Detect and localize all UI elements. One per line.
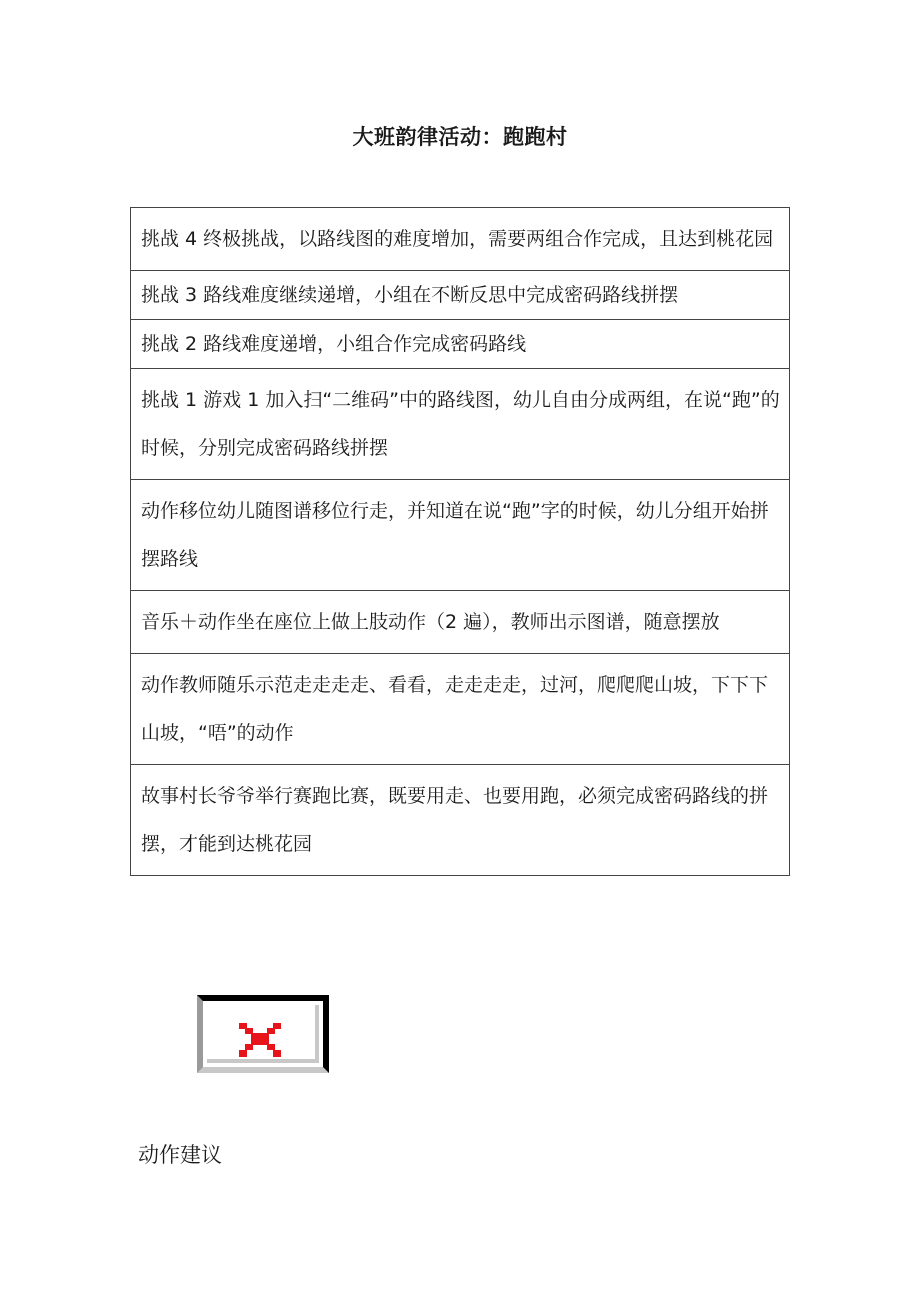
table-row [131,591,790,654]
table-cell-challenge-1: 挑战 1 游戏 1 加入扫“二维码”中的路线图，幼儿自由分成两组，在说“跑”的时候，分别完成密码路线拼摆 [131,369,790,480]
table-row [131,320,790,369]
table-cell-teacher-demo: 动作教师随乐示范走走走走、看看，走走走走，过河，爬爬爬山坡，下下下山坡，“唔”的动作 [131,654,790,765]
table-row [131,271,790,320]
table-row [131,480,790,591]
table-row [131,369,790,480]
table-cell-challenge-2: 挑战 2 路线难度递增，小组合作完成密码路线 [131,320,790,369]
table-cell-challenge-3: 挑战 3 路线难度继续递增，小组在不断反思中完成密码路线拼摆 [131,271,790,320]
document-title: 大班韵律活动：跑跑村 [352,125,568,149]
table-cell-story: 故事村长爷爷举行赛跑比赛，既要用走、也要用跑，必须完成密码路线的拼摆，才能到达桃花园 [131,765,790,876]
table-cell-challenge-4: 挑战 4 终极挑战，以路线图的难度增加，需要两组合作完成，且达到桃花园 [131,208,790,271]
table-row [131,765,790,876]
table-row [131,654,790,765]
broken-image-placeholder [197,995,329,1073]
table-row [131,208,790,271]
table-cell-movement: 动作移位幼儿随图谱移位行走，并知道在说“跑”字的时候，幼儿分组开始拼摆路线 [131,480,790,591]
section-label-movement-suggestions: 动作建议 [138,1143,222,1167]
broken-image-icon [239,1023,281,1057]
table-cell-music-movement: 音乐＋动作坐在座位上做上肢动作（2 遍），教师出示图谱，随意摆放 [131,591,790,654]
activity-steps-table [130,207,790,876]
